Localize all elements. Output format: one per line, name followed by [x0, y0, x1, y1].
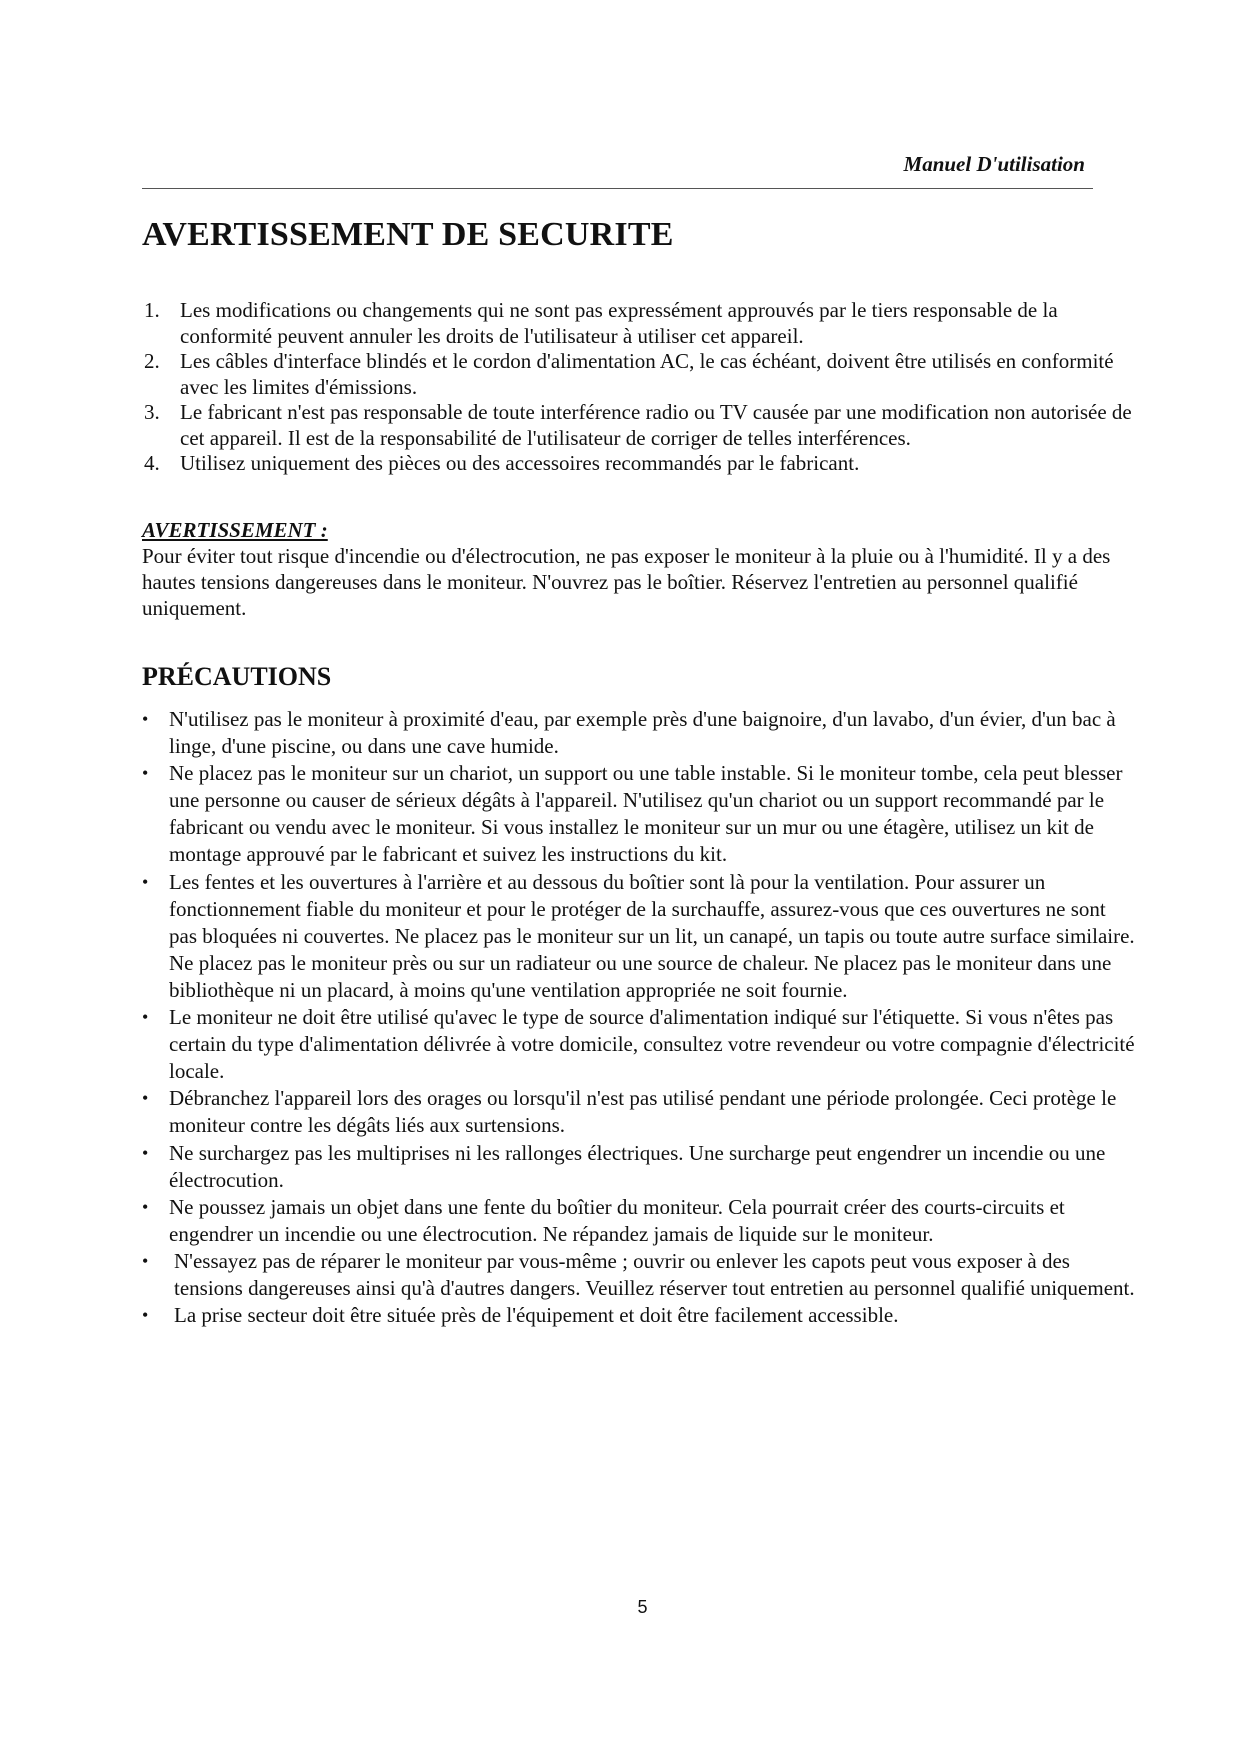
item-number: 2.	[144, 349, 160, 373]
item-number: 4.	[144, 451, 160, 475]
item-text: Le fabricant n'est pas responsable de toute interférence radio ou TV causée par une modification non autorisée de cet appareil. Il est de la responsabilité de l'utilisateur de corriger de telles interférences.	[180, 400, 1132, 450]
header-title: Manuel D'utilisation	[903, 152, 1085, 176]
item-text: Utilisez uniquement des pièces ou des accessoires recommandés par le fabricant.	[180, 451, 860, 475]
item-text: Ne placez pas le moniteur sur un chariot, un support ou une table instable. Si le moniteur tombe, cela peut blesser une personne ou causer de sérieux dégâts à l'appareil. N'utilisez qu'un chariot ou un support recommandé par le fabricant ou vendu avec le moniteur. Si vous installez le moniteur sur un mur ou une étagère, utilisez un kit de montage approuvé par le fabricant et suivez les instructions du kit.	[169, 761, 1123, 867]
item-text: Débranchez l'appareil lors des orages ou lorsqu'il n'est pas utilisé pendant une période prolongée. Ceci protège le moniteur contre les dégâts liés aux surtensions.	[169, 1086, 1117, 1138]
list-item	[142, 1248, 1137, 1302]
bullet-icon: •	[142, 1196, 149, 1217]
item-number: 3.	[144, 400, 160, 424]
list-item	[142, 349, 1142, 400]
list-item	[142, 1004, 1137, 1085]
list-item	[142, 869, 1137, 1004]
bullet-icon: •	[142, 1305, 149, 1326]
bullet-icon: •	[142, 709, 149, 729]
list-item	[142, 400, 1142, 451]
list-item	[142, 451, 1142, 477]
list-item	[142, 1194, 1137, 1248]
item-text: Le moniteur ne doit être utilisé qu'avec le type de source d'alimentation indiqué sur l'étiquette. Si vous n'êtes pas certain du type d'alimentation délivrée à votre domicile, consultez votre revendeur ou votre compagnie d'électricité locale.	[169, 1005, 1135, 1084]
warning-heading: AVERTISSEMENT :	[142, 518, 328, 542]
warning-block	[142, 517, 1142, 621]
bullet-icon: •	[142, 1142, 149, 1163]
item-text: N'utilisez pas le moniteur à proximité d'eau, par exemple près d'une baignoire, d'un lavabo, d'un évier, d'un bac à linge, d'une piscine, ou dans une cave humide.	[169, 707, 1116, 759]
page-title: AVERTISSEMENT DE SECURITE	[142, 216, 674, 253]
list-item	[142, 1302, 1137, 1329]
page-header	[142, 150, 1093, 189]
item-text: Les câbles d'interface blindés et le cordon d'alimentation AC, le cas échéant, doivent être utilisés en conformité avec les limites d'émissions.	[180, 349, 1114, 399]
list-item	[142, 1140, 1137, 1194]
bullet-icon: •	[142, 1088, 149, 1109]
item-number: 1.	[144, 298, 160, 322]
bullet-icon: •	[142, 871, 149, 892]
page-number: 5	[637, 1597, 648, 1617]
bullet-icon: •	[142, 1250, 149, 1271]
safety-numbered-list	[142, 298, 1142, 477]
warning-text: Pour éviter tout risque d'incendie ou d'électrocution, ne pas exposer le moniteur à la pluie ou à l'humidité. Il y a des hautes tensions dangereuses dans le moniteur. N'ouvrez pas le boîtier. Réservez l'entretien au personnel qualifié uniquement.	[142, 544, 1111, 620]
bullet-icon: •	[142, 763, 149, 784]
list-item	[142, 760, 1137, 868]
precautions-title: PRÉCAUTIONS	[142, 662, 332, 691]
list-item	[142, 298, 1142, 349]
bullet-icon: •	[142, 1007, 149, 1028]
item-text: La prise secteur doit être située près de l'équipement et doit être facilement accessible.	[174, 1303, 899, 1328]
item-text: Ne poussez jamais un objet dans une fente du boîtier du moniteur. Cela pourrait créer des courts-circuits et engendrer un incendie ou une électrocution. Ne répandez jamais de liquide sur le moniteur.	[169, 1194, 1065, 1246]
item-text: Ne surchargez pas les multiprises ni les rallonges électriques. Une surcharge peut engendrer un incendie ou une électrocution.	[169, 1140, 1106, 1192]
list-item	[142, 706, 1137, 760]
item-text: Les modifications ou changements qui ne sont pas expressément approuvés par le tiers responsable de la conformité peuvent annuler les droits de l'utilisateur à utiliser cet appareil.	[180, 298, 1058, 348]
list-item	[142, 1085, 1137, 1139]
precautions-list	[142, 706, 1137, 1329]
item-text: N'essayez pas de réparer le moniteur par vous-même ; ouvrir ou enlever les capots peut vous exposer à des tensions dangereuses ainsi qu'à d'autres dangers. Veuillez réserver tout entretien au personnel qualifié uniquement.	[174, 1248, 1135, 1300]
item-text: Les fentes et les ouvertures à l'arrière et au dessous du boîtier sont là pour la ventilation. Pour assurer un fonctionnement fiable du moniteur et pour le protéger de la surchauffe, assurez-vous que ces ouvertures ne sont pas bloquées ni couvertes. Ne placez pas le moniteur sur un lit, un canapé, un tapis ou toute autre surface similaire. Ne placez pas le moniteur près ou sur un radiateur ou une source de chaleur. Ne placez pas le moniteur dans une bibliothèque ni un placard, à moins qu'une ventilation appropriée ne soit fournie.	[169, 869, 1135, 1002]
